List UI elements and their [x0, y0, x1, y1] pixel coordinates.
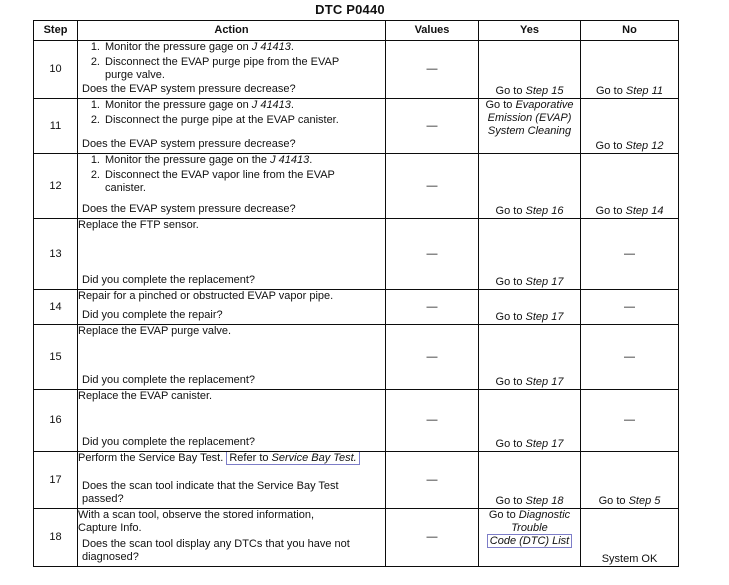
step-number-label: 2. [90, 114, 100, 126]
header-row [34, 21, 679, 41]
action-question [82, 436, 383, 449]
values-cell: — [386, 99, 479, 154]
doc-link[interactable] [487, 534, 572, 548]
step-text [105, 56, 385, 82]
text-line: purge valve. [105, 69, 165, 81]
italic-text: Emission (EVAP) [487, 112, 572, 124]
step-cell: 11 [34, 99, 78, 154]
no-cell [581, 325, 679, 390]
table-row [34, 99, 679, 154]
step-number-label: 1. [90, 41, 100, 53]
no-cell [581, 290, 679, 325]
page-title: DTC P0440 [315, 2, 385, 17]
action-cell [78, 509, 386, 567]
text-line: Did you complete the repair? [82, 309, 223, 321]
text-line [479, 535, 580, 548]
step-cell: 17 [34, 452, 78, 509]
yes-cell [479, 99, 581, 154]
action-question [82, 203, 383, 216]
step-cell: 16 [34, 390, 78, 452]
yes-cell [479, 509, 581, 567]
values-cell: — [386, 390, 479, 452]
no-cell [581, 390, 679, 452]
text-line: Go to Step 16 [495, 205, 564, 217]
text-line: Go to Step 17 [495, 376, 564, 388]
text-line: Go to Step 5 [598, 495, 661, 507]
yes-cell [479, 390, 581, 452]
step-number-label: 1. [90, 99, 100, 111]
text-line: Go to Evaporative [485, 99, 574, 111]
numbered-step [78, 56, 385, 82]
action-cell [78, 452, 386, 509]
text-line: passed? [82, 493, 124, 505]
yes-cell [479, 41, 581, 99]
step-cell: 14 [34, 290, 78, 325]
numbered-step [78, 99, 385, 112]
table-row [34, 290, 679, 325]
action-question [82, 83, 383, 96]
step-text [105, 41, 385, 54]
text-line: Go to Step 15 [495, 85, 564, 97]
yes-cell [479, 452, 581, 509]
action-cell [78, 290, 386, 325]
step-text [105, 169, 385, 195]
text-line: With a scan tool, observe the stored information, [78, 509, 315, 521]
no-cell [581, 99, 679, 154]
text-line: Go to Step 12 [595, 140, 664, 152]
text-line: Does the EVAP system pressure decrease? [82, 203, 296, 215]
italic-text: Step 5 [628, 495, 661, 507]
italic-text: Step 16 [525, 205, 564, 217]
table-row [34, 41, 679, 99]
text-line: Go to Step 11 [595, 85, 664, 97]
text-line: Does the scan tool display any DTCs that you have not [82, 538, 350, 550]
action-cell [78, 390, 386, 452]
values-cell: — [386, 325, 479, 390]
text-line: Go to Step 17 [495, 276, 564, 288]
table-row [34, 219, 679, 290]
table-row [34, 452, 679, 509]
italic-text: Step 18 [525, 495, 564, 507]
yes-cell [479, 325, 581, 390]
text-line: Did you complete the replacement? [82, 436, 256, 448]
action-cell [78, 325, 386, 390]
step-cell: 10 [34, 41, 78, 99]
step-cell: 12 [34, 154, 78, 219]
italic-text: Step 17 [525, 376, 564, 388]
text-line: canister. [105, 182, 146, 194]
italic-text: Step 17 [525, 311, 564, 323]
text-line [479, 125, 580, 138]
numbered-step [78, 114, 385, 127]
column-header-yes: Yes [479, 21, 581, 41]
column-header-values: Values [386, 21, 479, 41]
values-cell: — [386, 41, 479, 99]
text-line: Perform the Service Bay Test. Refer to Service Bay Test. [78, 452, 385, 465]
step-number-label: 2. [90, 56, 100, 68]
action-question [82, 274, 383, 287]
values-cell: — [386, 290, 479, 325]
text-line: diagnosed? [82, 551, 139, 563]
action-question [82, 374, 383, 387]
italic-text: Step 15 [525, 85, 564, 97]
text-line: Capture Info. [78, 522, 142, 534]
text-line: Go to Step 18 [495, 495, 564, 507]
text-line: Replace the EVAP canister. [78, 390, 213, 402]
table-row [34, 154, 679, 219]
column-header-action: Action [78, 21, 386, 41]
numbered-step [78, 154, 385, 167]
text-line: Does the EVAP system pressure decrease? [82, 83, 296, 95]
italic-text: J 41413 [270, 154, 310, 166]
italic-text: Step 12 [625, 140, 664, 152]
italic-text: System Cleaning [487, 125, 572, 137]
values-cell: — [386, 509, 479, 567]
step-cell: 15 [34, 325, 78, 390]
italic-text: Step 17 [525, 276, 564, 288]
step-cell: 13 [34, 219, 78, 290]
yes-cell [479, 290, 581, 325]
action-cell [78, 99, 386, 154]
text-line: Did you complete the replacement? [82, 374, 256, 386]
action-question [82, 309, 383, 322]
text-line: Monitor the pressure gage on J 41413. [105, 99, 294, 111]
table-row [34, 325, 679, 390]
text-line: System OK [601, 553, 658, 565]
italic-text: Service Bay Test. [271, 452, 357, 464]
action-cell [78, 41, 386, 99]
yes-cell [479, 154, 581, 219]
italic-text: J 41413 [251, 99, 291, 111]
yes-cell [479, 219, 581, 290]
values-cell: — [386, 452, 479, 509]
no-cell [581, 219, 679, 290]
action-question [82, 138, 383, 151]
numbered-step [78, 41, 385, 54]
text-line: — [624, 350, 635, 363]
text-line [479, 112, 580, 125]
table-body [34, 41, 679, 567]
italic-text: J 41413 [251, 41, 291, 53]
no-cell [581, 41, 679, 99]
text-line: Go to Diagnostic [488, 509, 571, 521]
column-header-no: No [581, 21, 679, 41]
text-line: Go to Step 17 [495, 438, 564, 450]
italic-text: Evaporative [515, 99, 574, 111]
text-line: — [624, 300, 635, 313]
step-number-label: 1. [90, 154, 100, 166]
step-cell: 18 [34, 509, 78, 567]
table-row [34, 390, 679, 452]
table-row [34, 509, 679, 567]
text-line: Go to Step 17 [495, 311, 564, 323]
text-line: Replace the FTP sensor. [78, 219, 199, 231]
column-header-step: Step [34, 21, 78, 41]
step-text [105, 114, 385, 127]
text-line: Did you complete the replacement? [82, 274, 256, 286]
italic-text: Diagnostic [518, 509, 571, 521]
no-cell [581, 452, 679, 509]
step-text [105, 99, 385, 112]
italic-text: Code (DTC) List [489, 535, 570, 547]
doc-link[interactable]: Refer to Service Bay Test. [226, 452, 359, 466]
numbered-step [78, 169, 385, 195]
italic-text: Step 17 [525, 438, 564, 450]
step-text [105, 154, 385, 167]
text-line: Disconnect the purge pipe at the EVAP canister. [105, 114, 339, 126]
text-line: Disconnect the EVAP purge pipe from the EVAP [105, 56, 340, 68]
action-cell [78, 219, 386, 290]
action-cell [78, 154, 386, 219]
text-line: Monitor the pressure gage on the J 41413. [105, 154, 313, 166]
italic-text: Trouble [511, 522, 548, 534]
text-line: Replace the EVAP purge valve. [78, 325, 232, 337]
italic-text: Step 11 [625, 85, 664, 97]
text-line: Disconnect the EVAP vapor line from the EVAP [105, 169, 335, 181]
step-number-label: 2. [90, 169, 100, 181]
text-line: — [624, 414, 635, 426]
italic-text: Step 14 [625, 205, 664, 217]
values-cell: — [386, 154, 479, 219]
values-cell: — [386, 219, 479, 290]
action-question [82, 538, 383, 564]
text-line: — [624, 247, 635, 260]
text-line: Does the scan tool indicate that the Service Bay Test [82, 480, 339, 492]
text-line: Repair for a pinched or obstructed EVAP vapor pipe. [78, 290, 334, 302]
no-cell [581, 509, 679, 567]
action-question [82, 480, 383, 506]
text-line: Does the EVAP system pressure decrease? [82, 138, 296, 150]
text-line: Monitor the pressure gage on J 41413. [105, 41, 294, 53]
dtc-table [33, 20, 679, 567]
no-cell [581, 154, 679, 219]
text-line: Go to Step 14 [595, 205, 664, 217]
